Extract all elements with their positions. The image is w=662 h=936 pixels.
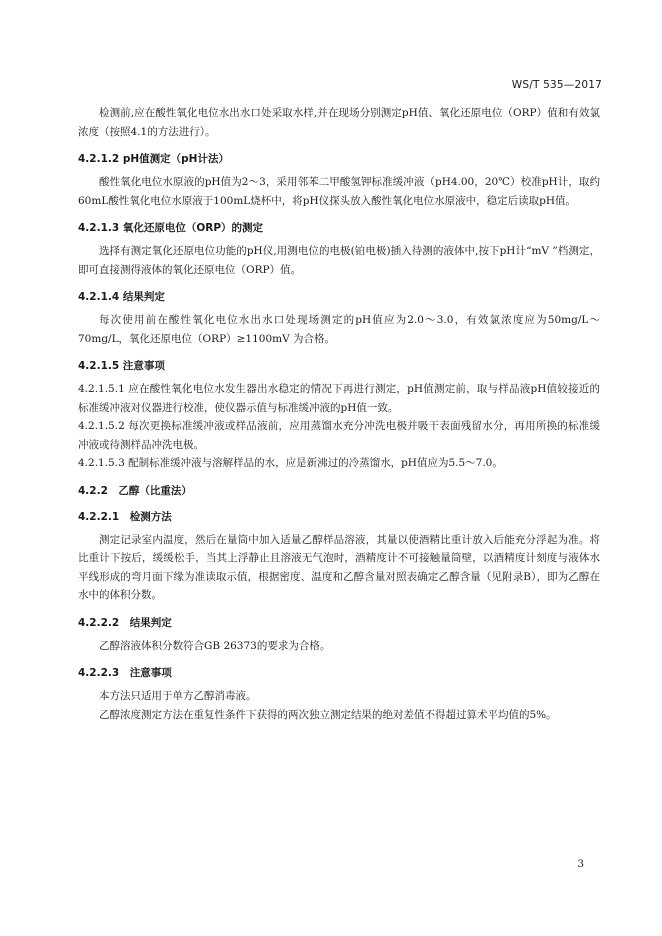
note-item-1: 4.2.1.5.1 应在酸性氧化电位水发生器出水稳定的情况下再进行测定，pH值测定前，取与样品液pH值较接近的标准缓冲液对仪器进行校准，使仪器示值与标准缓冲液的pH值一致。 bbox=[78, 383, 600, 414]
standard-number: WS/T 535—2017 bbox=[511, 79, 602, 91]
section-heading-notes: 4.2.1.5 注意事项 bbox=[78, 360, 165, 372]
note-item-2: 4.2.1.5.2 每次更换标准缓冲液或样品液前，应用蒸馏水充分冲洗电极并吸干表面残留水分，再用所换的标准缓冲液或待测样品冲洗电极。 bbox=[78, 420, 600, 451]
orp-paragraph: 选择有测定氧化还原电位功能的pH仪,用测电位的电极(铂电极)插入待测的液体中,按下pH计“mV ”档测定，即可直接测得液体的氧化还原电位（ORP）值。 bbox=[78, 245, 600, 276]
document-body bbox=[78, 104, 600, 724]
ph-paragraph: 酸性氧化电位水原液的pH值为2～3，采用邻苯二甲酸氢钾标准缓冲液（pH4.00，20℃）校准pH计，取约60mL酸性氧化电位水原液于100mL烧杯中，将pH仪探头放入酸性氧化电位水原液中，稳定后读取pH值。 bbox=[78, 176, 600, 207]
section-heading-ethanol-result: 4.2.2.2 结果判定 bbox=[78, 616, 172, 629]
section-heading-ethanol: 4.2.2 乙醇（比重法） bbox=[78, 484, 192, 497]
ethanol-note-1: 本方法只适用于单方乙醇消毒液。 bbox=[99, 690, 257, 702]
section-heading-result: 4.2.1.4 结果判定 bbox=[78, 291, 165, 303]
ethanol-result-paragraph: 乙醇溶液体积分数符合GB 26373的要求为合格。 bbox=[99, 639, 331, 652]
intro-paragraph: 检测前,应在酸性氧化电位水出水口处采取水样,并在现场分别测定pH值、氧化还原电位（ORP）值和有效氯浓度（按照4.1的方法进行）。 bbox=[78, 107, 600, 138]
note-item-3: 4.2.1.5.3 配制标准缓冲液与溶解样品的水，应是新沸过的冷蒸馏水，pH值应为5.5～7.0。 bbox=[78, 457, 503, 469]
page-number: 3 bbox=[577, 858, 584, 870]
method-paragraph: 测定记录室内温度，然后在量筒中加入适量乙醇样品溶液，其量以使酒精比重计放入后能充分浮起为准。将比重计下按后，缓缓松手，当其上浮静止且溶液无气泡时，酒精度计不可接触量筒壁，以酒精度计刻度与液体水平线形成的弯月面下缘为准读取示值，根据密度、温度和乙醇含量对照表确定乙醇含量（见附录B），即为乙醇在水中的体积分数。 bbox=[78, 533, 600, 601]
section-heading-ph: 4.2.1.2 pH值测定（pH计法） bbox=[78, 153, 229, 165]
section-heading-method: 4.2.2.1 检测方法 bbox=[78, 510, 172, 523]
section-heading-orp: 4.2.1.3 氧化还原电位（ORP）的测定 bbox=[78, 222, 264, 234]
section-heading-ethanol-notes: 4.2.2.3 注意事项 bbox=[78, 667, 172, 679]
result-paragraph: 每次使用前在酸性氧化电位水出水口处现场测定的pH值应为2.0～3.0，有效氯浓度应为50mg/L～70mg/L，氧化还原电位（ORP）≥1100mV 为合格。 bbox=[78, 314, 600, 345]
ethanol-note-2: 乙醇浓度测定方法在重复性条件下获得的两次独立测定结果的绝对差值不得超过算术平均值的5%。 bbox=[99, 708, 557, 721]
